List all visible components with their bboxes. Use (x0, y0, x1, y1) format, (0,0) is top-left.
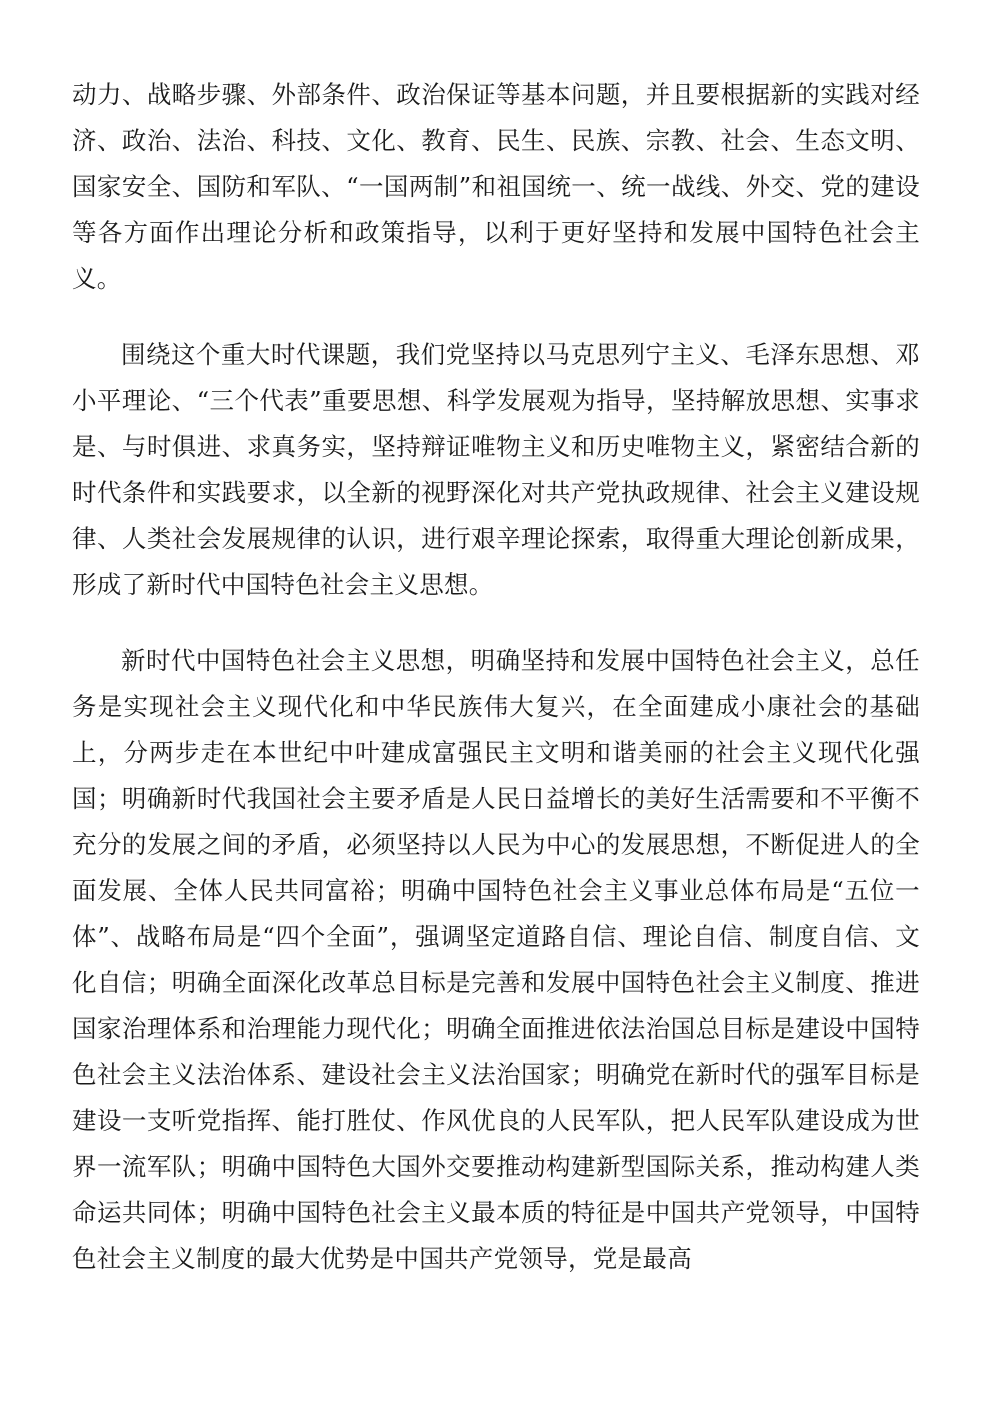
document-page (72, 72, 920, 1282)
paragraph-core-topic: 围绕这个重大时代课题，我们党坚持以马克思列宁主义、毛泽东思想、邓小平理论、“三个代表”重要思想、科学发展观为指导，坚持解放思想、实事求是、与时俱进、求真务实，坚持辩证唯物主义和历史唯物主义，紧密结合新的时代条件和实践要求，以全新的视野深化对共产党执政规律、社会主义建设规律、人类社会发展规律的认识，进行艰辛理论探索，取得重大理论创新成果，形成了新时代中国特色社会主义思想。 (72, 340, 920, 599)
paragraph-continuation: 动力、战略步骤、外部条件、政治保证等基本问题，并且要根据新的实践对经济、政治、法治、科技、文化、教育、民生、民族、宗教、社会、生态文明、国家安全、国防和军队、“一国两制”和祖国统一、统一战线、外交、党的建设等各方面作出理论分析和政策指导，以利于更好坚持和发展中国特色社会主义。 (72, 80, 920, 293)
paragraph-thought-content: 新时代中国特色社会主义思想，明确坚持和发展中国特色社会主义，总任务是实现社会主义现代化和中华民族伟大复兴，在全面建成小康社会的基础上，分两步走在本世纪中叶建成富强民主文明和谐美丽的社会主义现代化强国；明确新时代我国社会主要矛盾是人民日益增长的美好生活需要和不平衡不充分的发展之间的矛盾，必须坚持以人民为中心的发展思想，不断促进人的全面发展、全体人民共同富裕；明确中国特色社会主义事业总体布局是“五位一体”、战略布局是“四个全面”，强调坚定道路自信、理论自信、制度自信、文化自信；明确全面深化改革总目标是完善和发展中国特色社会主义制度、推进国家治理体系和治理能力现代化；明确全面推进依法治国总目标是建设中国特色社会主义法治体系、建设社会主义法治国家；明确党在新时代的强军目标是建设一支听党指挥、能打胜仗、作风优良的人民军队，把人民军队建设成为世界一流军队；明确中国特色大国外交要推动构建新型国际关系，推动构建人类命运共同体；明确中国特色社会主义最本质的特征是中国共产党领导，中国特色社会主义制度的最大优势是中国共产党领导，党是最高 (72, 646, 920, 1273)
